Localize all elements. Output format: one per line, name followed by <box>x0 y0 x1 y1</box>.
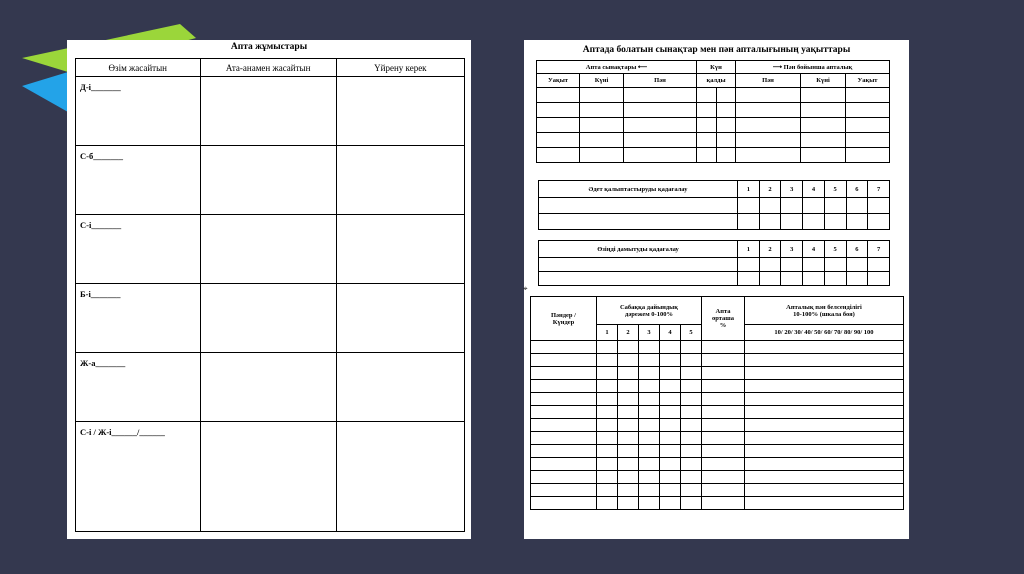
readiness-label-2: дәрежем 0-100% <box>625 310 673 318</box>
readiness-number: 5 <box>681 325 702 341</box>
arrow-left-icon: ⟵ <box>637 64 648 71</box>
day-number: 5 <box>824 241 846 258</box>
day-cell: С-і / Ж-і______/______ <box>76 422 201 532</box>
weekly-average-label: Апта <box>715 308 731 315</box>
subjects-days-label-2: Күндер <box>552 318 575 326</box>
column-header: Күні <box>801 74 846 88</box>
readiness-number: 2 <box>618 325 639 341</box>
day-cell: С-і_______ <box>76 215 201 284</box>
column-header: қалды <box>697 74 736 88</box>
column-header: Өзім жасайтын <box>76 59 201 77</box>
exam-schedule-sheet <box>524 40 909 539</box>
activity-scale: 10/ 20/ 30/ 40/ 50/ 60/ 70/ 80/ 90/ 100 <box>745 325 904 341</box>
readiness-number: 4 <box>660 325 681 341</box>
column-header: Үйрену керек <box>336 59 464 77</box>
day-number: 3 <box>781 241 803 258</box>
day-number: 4 <box>803 241 825 258</box>
habit-tracker-table <box>538 180 890 230</box>
activity-label: Апталық пән белсенділігі <box>786 303 862 311</box>
subject-readiness-table <box>530 296 904 510</box>
readiness-number: 1 <box>597 325 618 341</box>
activity-range-label: 10-100% (шкала боя) <box>793 310 855 318</box>
day-number: 4 <box>803 181 825 198</box>
subject-week-label: Пән бойынша апталық <box>783 64 853 71</box>
day-cell: Д-і_______ <box>76 77 201 146</box>
arrow-right-icon: ⟶ <box>772 64 783 71</box>
days-left-label: Күн <box>697 61 736 74</box>
day-cell: Б-і_______ <box>76 284 201 353</box>
day-cell: Ж-а_______ <box>76 353 201 422</box>
day-number: 6 <box>846 241 868 258</box>
self-development-table <box>538 240 890 286</box>
habit-tracker-label: Әдет қалыптастыруды қадағалау <box>539 181 738 198</box>
tests-schedule-table <box>536 60 890 163</box>
weekly-tests-label: Апта сынақтары <box>585 64 637 71</box>
subjects-days-label: Пәндер / <box>551 311 576 319</box>
day-number: 7 <box>868 181 890 198</box>
day-number: 6 <box>846 181 868 198</box>
percent-label: % <box>719 322 727 329</box>
column-header: Ата-анамен жасайтын <box>200 59 336 77</box>
day-cell: С-б_______ <box>76 146 201 215</box>
column-header: Пән <box>624 74 697 88</box>
anchor-mark: ⌖ <box>523 284 528 293</box>
day-number: 1 <box>738 241 760 258</box>
column-header: Күні <box>580 74 624 88</box>
column-header: Уақыт <box>537 74 580 88</box>
column-header: Уақыт <box>846 74 890 88</box>
readiness-label: Сабаққа дайындық <box>619 303 679 311</box>
weekly-average-label-2: орташа <box>711 315 735 322</box>
sheet-title: Аптада болатын сынақтар мен пән апталығының уақыттары <box>582 45 851 55</box>
blue-triangle <box>22 72 68 112</box>
day-number: 3 <box>781 181 803 198</box>
day-number: 1 <box>738 181 760 198</box>
weekly-tasks-sheet <box>67 40 471 539</box>
day-number: 2 <box>759 181 781 198</box>
day-number: 5 <box>824 181 846 198</box>
readiness-number: 3 <box>639 325 660 341</box>
day-number: 2 <box>759 241 781 258</box>
weekly-tasks-table <box>75 58 465 532</box>
self-development-label: Өзіңді дамытуды қадағалау <box>539 241 738 258</box>
column-header: Пән <box>736 74 801 88</box>
sheet-title: Апта жұмыстары <box>230 42 308 52</box>
day-number: 7 <box>868 241 890 258</box>
